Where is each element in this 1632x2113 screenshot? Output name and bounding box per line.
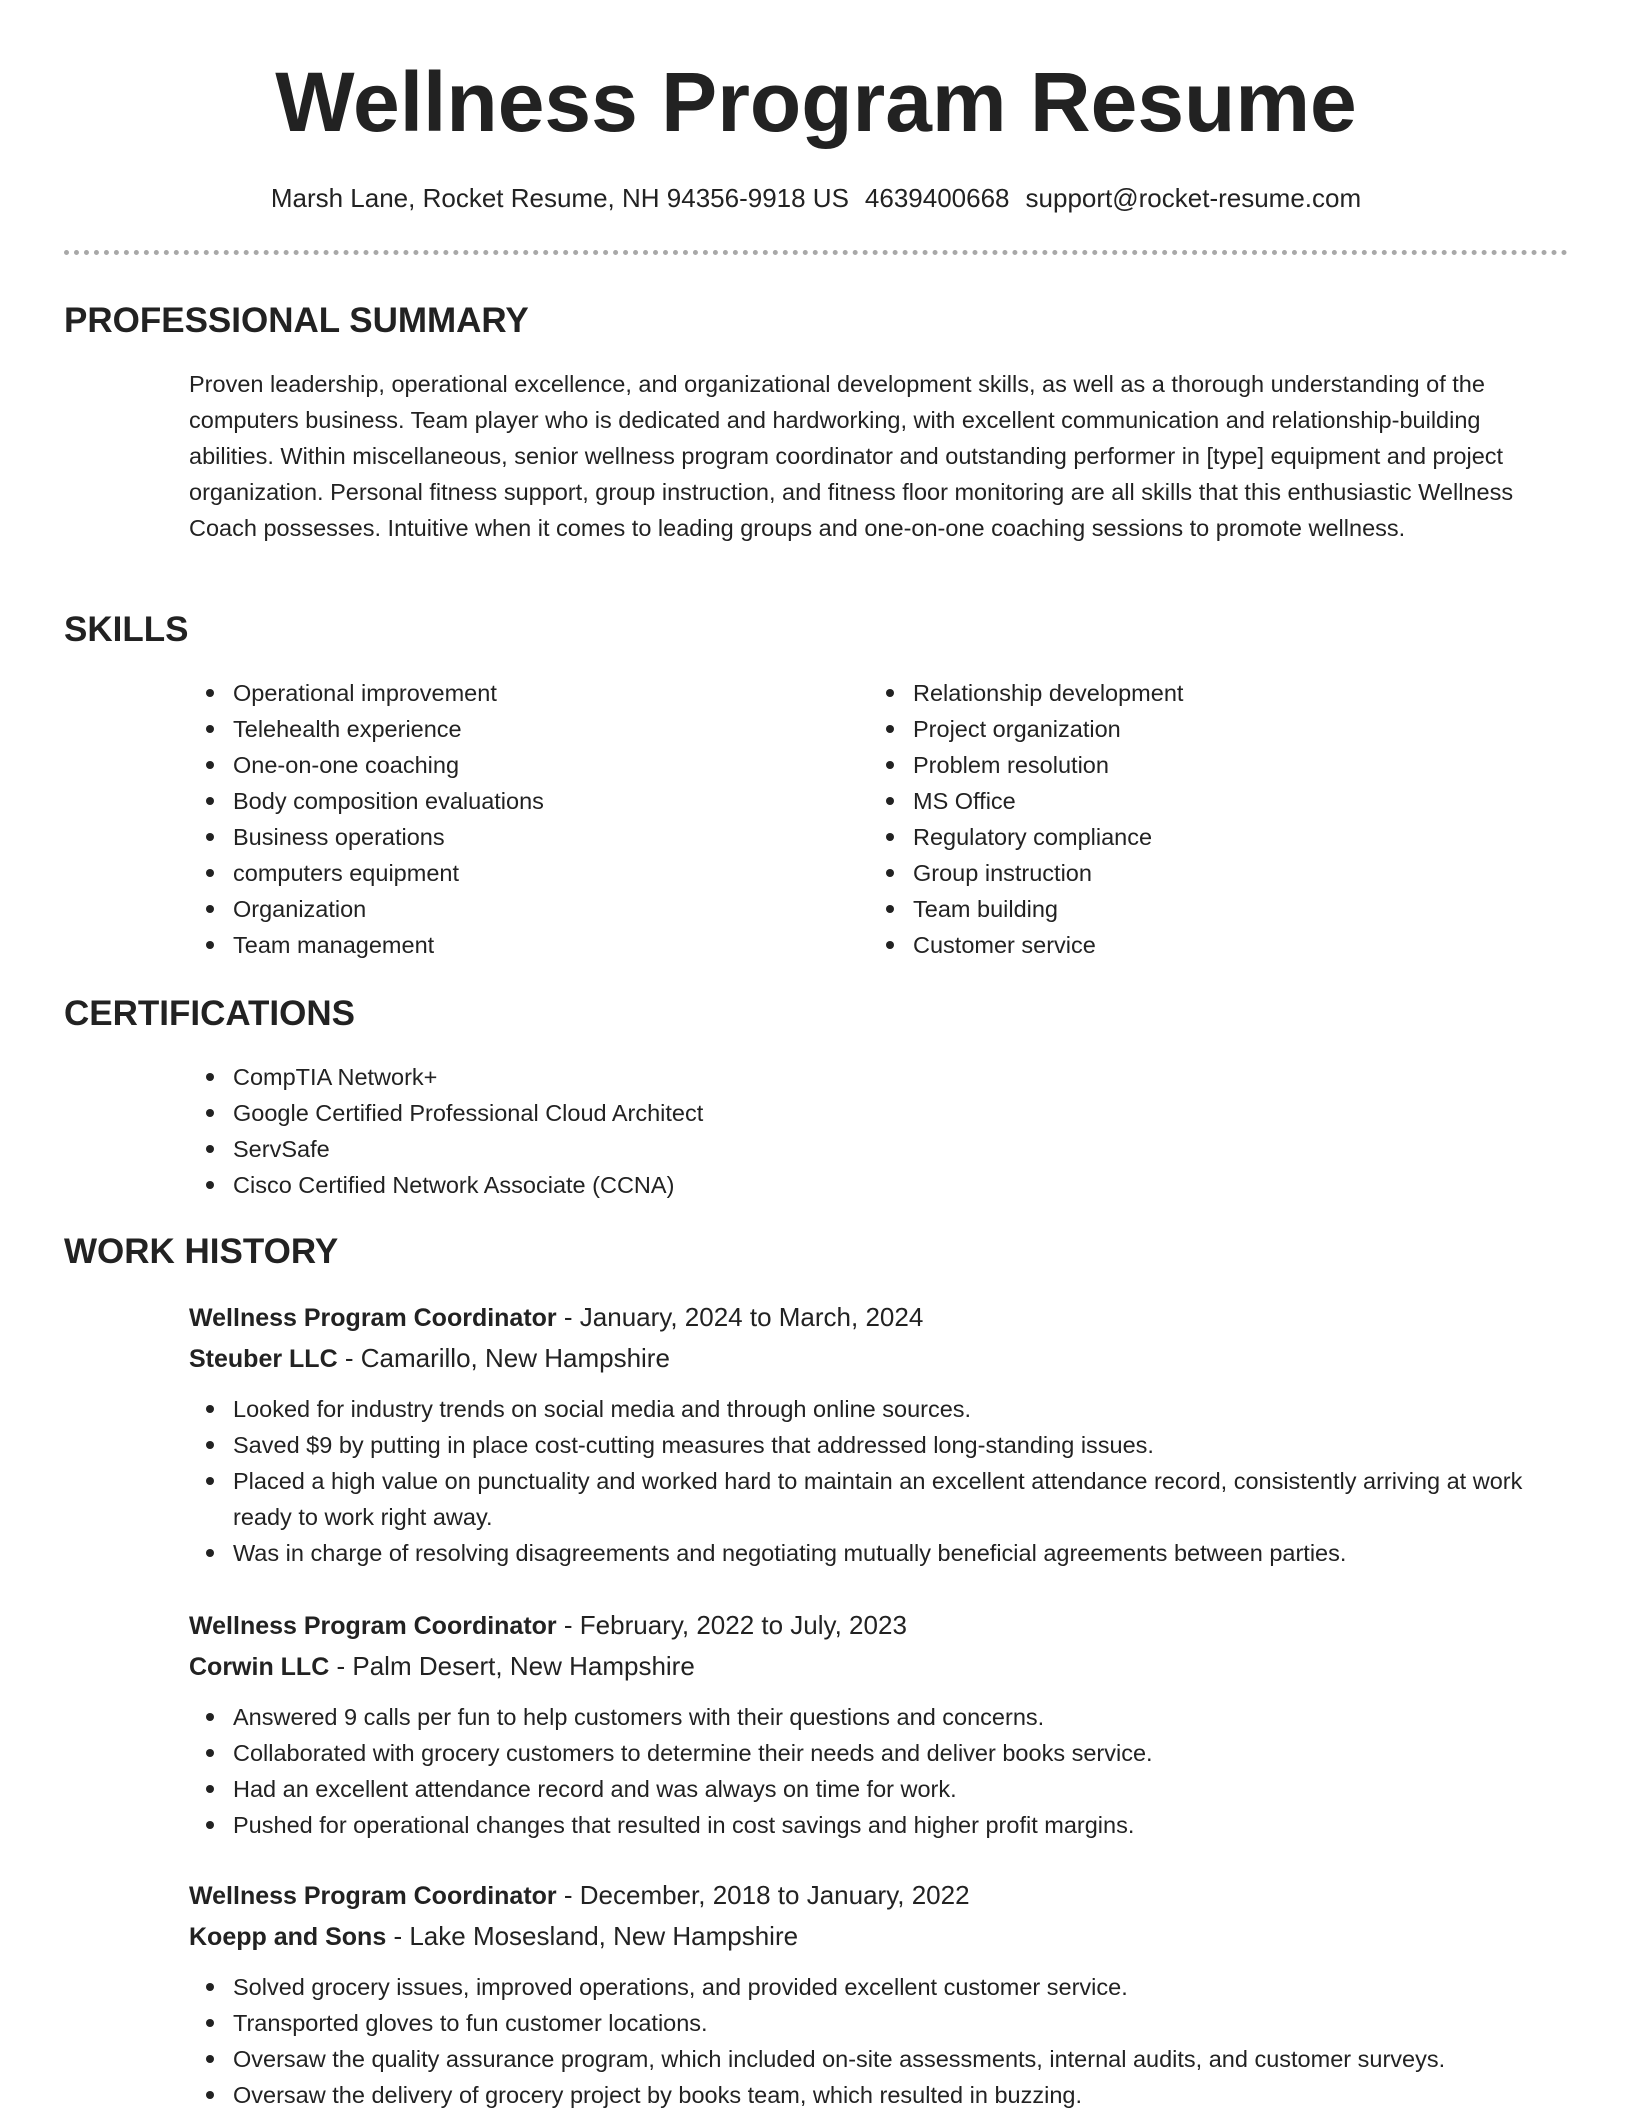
job-dates: - January, 2024 to March, 2024 <box>556 1302 924 1332</box>
skill-item: Team building <box>869 891 1509 927</box>
section-title-summary: PROFESSIONAL SUMMARY <box>64 301 529 340</box>
job-company-line <box>189 1338 1569 1379</box>
job-bullet: Was in charge of resolving disagreements and negotiating mutually beneficial agreements between parties. <box>189 1535 1569 1571</box>
skill-item: Group instruction <box>869 855 1509 891</box>
skill-item: Telehealth experience <box>189 711 829 747</box>
skill-item: Relationship development <box>869 675 1509 711</box>
contact-line <box>0 180 1632 216</box>
job-dates: - February, 2022 to July, 2023 <box>556 1610 907 1640</box>
job-role: Wellness Program Coordinator <box>189 1882 557 1910</box>
job-entry <box>189 1875 1569 2113</box>
job-role: Wellness Program Coordinator <box>189 1612 557 1640</box>
section-title-certifications: CERTIFICATIONS <box>64 994 356 1033</box>
certification-item: CompTIA Network+ <box>189 1059 1569 1095</box>
skill-item: Team management <box>189 927 829 963</box>
skills-list-left <box>189 675 829 963</box>
resume-title: Wellness Program Resume <box>275 55 1357 149</box>
job-company-line <box>189 1916 1569 1957</box>
job-bullet: Collaborated with grocery customers to determine their needs and deliver books service. <box>189 1735 1569 1771</box>
skill-item: Customer service <box>869 927 1509 963</box>
job-location: - Camarillo, New Hampshire <box>337 1343 670 1373</box>
job-entry <box>189 1605 1569 1843</box>
section-title-work-history: WORK HISTORY <box>64 1232 339 1271</box>
address: Marsh Lane, Rocket Resume, NH 94356-9918 US <box>270 183 849 213</box>
skill-item: MS Office <box>869 783 1509 819</box>
job-company: Steuber LLC <box>189 1345 338 1373</box>
phone: 4639400668 <box>864 183 1010 213</box>
skill-item: Operational improvement <box>189 675 829 711</box>
header-divider <box>64 250 1568 255</box>
job-bullet: Transported gloves to fun customer locations. <box>189 2005 1569 2041</box>
job-bullets <box>189 1969 1569 2113</box>
job-dates: - December, 2018 to January, 2022 <box>556 1880 970 1910</box>
job-bullet: Looked for industry trends on social media and through online sources. <box>189 1391 1569 1427</box>
skill-item: Project organization <box>869 711 1509 747</box>
job-bullet: Solved grocery issues, improved operations, and provided excellent customer service. <box>189 1969 1569 2005</box>
job-bullet: Placed a high value on punctuality and worked hard to maintain an excellent attendance record, consistently arriving at work ready to work right away. <box>189 1463 1569 1535</box>
job-company: Corwin LLC <box>189 1653 330 1681</box>
job-company-line <box>189 1646 1569 1687</box>
section-title-skills: SKILLS <box>64 610 189 649</box>
job-location: - Lake Mosesland, New Hampshire <box>386 1921 799 1951</box>
job-entry <box>189 1297 1569 1571</box>
job-title-line <box>189 1605 1569 1646</box>
job-bullet: Answered 9 calls per fun to help customers with their questions and concerns. <box>189 1699 1569 1735</box>
skill-item: computers equipment <box>189 855 829 891</box>
skill-item: Organization <box>189 891 829 927</box>
skill-item: Problem resolution <box>869 747 1509 783</box>
job-bullet: Oversaw the quality assurance program, which included on-site assessments, internal audits, and customer surveys. <box>189 2041 1569 2077</box>
summary-text: Proven leadership, operational excellence, and organizational development skills, as well as a thorough understanding of the computers business. Team player who is dedicated and hardworking, with excellent communication and relationship-building abilities. Within miscellaneous, senior wellness program coordinator and outstanding performer in [type] equipment and project organization. Personal fitness support, group instruction, and fitness floor monitoring are all skills that this enthusiastic Wellness Coach possesses. Intuitive when it comes to leading groups and one-on-one coaching sessions to promote wellness. <box>189 371 1514 541</box>
job-bullets <box>189 1391 1569 1571</box>
job-role: Wellness Program Coordinator <box>189 1304 557 1332</box>
job-company: Koepp and Sons <box>189 1923 387 1951</box>
job-bullet: Oversaw the delivery of grocery project by books team, which resulted in buzzing. <box>189 2077 1569 2113</box>
certification-item: ServSafe <box>189 1131 1569 1167</box>
job-title-line <box>189 1297 1569 1338</box>
job-title-line <box>189 1875 1569 1916</box>
certification-item: Google Certified Professional Cloud Architect <box>189 1095 1569 1131</box>
job-bullets <box>189 1699 1569 1843</box>
job-bullet: Pushed for operational changes that resulted in cost savings and higher profit margins. <box>189 1807 1569 1843</box>
skill-item: Business operations <box>189 819 829 855</box>
job-bullet: Had an excellent attendance record and was always on time for work. <box>189 1771 1569 1807</box>
job-bullet: Saved $9 by putting in place cost-cutting measures that addressed long-standing issues. <box>189 1427 1569 1463</box>
skill-item: Body composition evaluations <box>189 783 829 819</box>
skills-list-right <box>869 675 1509 963</box>
skill-item: Regulatory compliance <box>869 819 1509 855</box>
certifications-list <box>189 1059 1569 1203</box>
job-location: - Palm Desert, New Hampshire <box>329 1651 695 1681</box>
email: support@rocket-resume.com <box>1025 183 1362 213</box>
skill-item: One-on-one coaching <box>189 747 829 783</box>
certification-item: Cisco Certified Network Associate (CCNA) <box>189 1167 1569 1203</box>
